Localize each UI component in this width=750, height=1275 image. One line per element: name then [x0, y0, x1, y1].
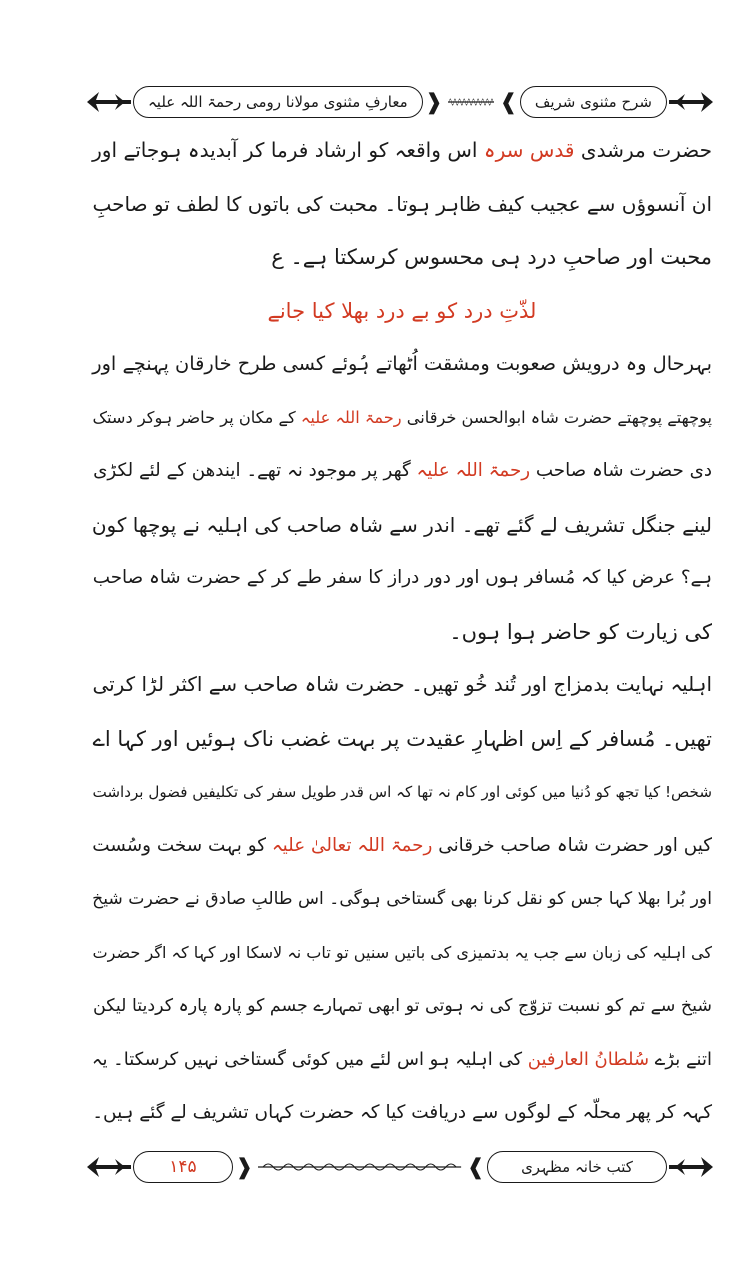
- section-title: شرح مثنوی شریف: [534, 93, 652, 111]
- text-segment: کے مکان پر حاضر ہوکر دستک: [92, 407, 301, 427]
- text-segment: پوچھتے پوچھتے حضرت شاہ ابوالحسن خرقانی: [401, 407, 712, 427]
- honorific-text: لذّتِ درد کو بے درد بھلا کیا جانے: [267, 298, 537, 323]
- text-segment: محبت اور صاحبِ درد ہی محسوس کرسکتا ہے۔ ع: [271, 245, 712, 269]
- text-line: [92, 449, 712, 493]
- ornament-arrow-icon: [85, 1154, 133, 1180]
- honorific-text: رحمۃ اللہ علیہ: [300, 407, 402, 427]
- page-number-cartouche: [133, 1151, 233, 1183]
- text-line: [92, 610, 712, 654]
- text-line: [92, 182, 712, 226]
- text-segment: گھر پر موجود نہ تھے۔ ایندھن کے لئے لکڑی: [93, 460, 417, 481]
- text-segment: شیخ سے تم کو نسبت تزوّج کی نہ ہوتی تو ابھی تمہارے جسم کو پارہ پارہ کردیتا لیکن: [93, 996, 712, 1016]
- text-segment: اہلیہ نہایت بدمزاج اور تُند خُو تھیں۔ حضرت شاہ صاحب سے اکثر لڑا کرتی: [92, 673, 712, 696]
- text-segment: دی حضرت شاہ صاحب: [530, 460, 712, 481]
- text-line: [92, 235, 712, 279]
- honorific-text: رحمۃ اللہ علیہ: [416, 460, 531, 481]
- text-segment: ہے؟ عرض کیا کہ مُسافر ہوں اور دور دراز کا سفر طے کر کے حضرت شاہ صاحب: [92, 567, 712, 588]
- honorific-text: قدس سرہ: [483, 138, 575, 162]
- text-segment: کہہ کر پھر محلّہ کے لوگوں سے دریافت کیا کہ حضرت کہاں تشریف لے گئے ہیں۔: [92, 1102, 712, 1123]
- page-number: ۱۴۵: [169, 1157, 197, 1177]
- text-segment: اس واقعہ کو ارشاد فرما کر آبدیدہ ہوجاتے اور: [92, 138, 484, 162]
- text-segment: اور بُرا بھلا کہا جس کو نقل کرنا بھی گستاخی ہوگی۔ اس طالبِ صادق نے حضرت شیخ: [92, 889, 712, 909]
- section-title-cartouche: [520, 86, 667, 118]
- text-segment: اتنے بڑے: [649, 1048, 712, 1070]
- text-line: [92, 770, 712, 814]
- text-line: [92, 503, 712, 547]
- text-line: [92, 717, 712, 761]
- publisher-name: کتب خانہ مظہری: [521, 1158, 633, 1176]
- text-line: [92, 128, 712, 172]
- text-segment: لینے جنگل تشریف لے گئے تھے۔ اندر سے شاہ صاحب کی اہلیہ نے پوچھا کون: [91, 512, 712, 537]
- text-segment: کیں اور حضرت شاہ صاحب خرقانی: [432, 834, 712, 856]
- honorific-text: سُلطانُ العارفین: [527, 1048, 650, 1070]
- text-line: [92, 984, 712, 1028]
- text-segment: شخص! کیا تجھ کو دُنیا میں کوئی اور کام نہ تھا کہ اس قدر طویل سفر کی تکلیفیں فضول برداشت: [92, 783, 712, 801]
- text-segment: کی زیارت کو حاضر ہوا ہوں۔: [449, 619, 712, 644]
- text-line: [92, 1091, 712, 1135]
- text-line: [92, 931, 712, 975]
- text-line: [92, 342, 712, 386]
- text-line: [92, 824, 712, 868]
- text-segment: کو بہت سخت وسُست: [92, 834, 272, 856]
- ornament-arrow-icon: [85, 89, 133, 115]
- book-title: معارفِ مثنوی مولانا رومی رحمۃ اللہ علیہ: [148, 93, 408, 111]
- publisher-cartouche: [487, 1151, 667, 1183]
- text-line: [92, 877, 712, 921]
- bracket-ornament-icon: ❰: [466, 1154, 485, 1180]
- bracket-ornament-icon: ❰: [499, 89, 518, 115]
- text-segment: ان آنسوؤں سے عجیب کیف ظاہر ہوتا۔ محبت کی باتوں کا لطف تو صاحبِ: [92, 191, 712, 216]
- text-line: [92, 396, 712, 440]
- ornament-arrow-icon: [667, 1154, 715, 1180]
- vine-rule-icon: [258, 1159, 461, 1175]
- ornament-arrow-icon: [667, 89, 715, 115]
- book-title-cartouche: [133, 86, 423, 118]
- vine-rule-icon: [448, 94, 494, 110]
- text-line: [92, 1038, 712, 1082]
- text-segment: تھیں۔ مُسافر کے اِس اظہارِ عقیدت پر بہت غضب ناک ہوئیں اور کہا اے: [92, 726, 712, 751]
- text-segment: حضرت مرشدی: [574, 138, 712, 162]
- verse-heading: [92, 289, 712, 333]
- bracket-ornament-icon: ❱: [235, 1154, 254, 1180]
- honorific-text: رحمۃ اللہ تعالیٰ علیہ: [271, 834, 433, 856]
- text-line: [92, 556, 712, 600]
- page-header: [85, 82, 715, 122]
- page-footer: [85, 1147, 715, 1187]
- text-segment: کی اہلیہ کی زبان سے جب یہ بدتمیزی کی باتیں سنیں تو تاب نہ لاسکا اور کہا کہ اگر حضرت: [92, 942, 712, 962]
- text-segment: کی اہلیہ ہو اس لئے میں کوئی گستاخی نہیں کرسکتا۔ یہ: [91, 1048, 528, 1070]
- text-segment: بہرحال وہ درویش صعوبت ومشقت اُٹھاتے ہُوئے کسی طرح خارقان پہنچے اور: [92, 352, 712, 375]
- bracket-ornament-icon: ❱: [424, 89, 444, 115]
- text-line: [92, 663, 712, 707]
